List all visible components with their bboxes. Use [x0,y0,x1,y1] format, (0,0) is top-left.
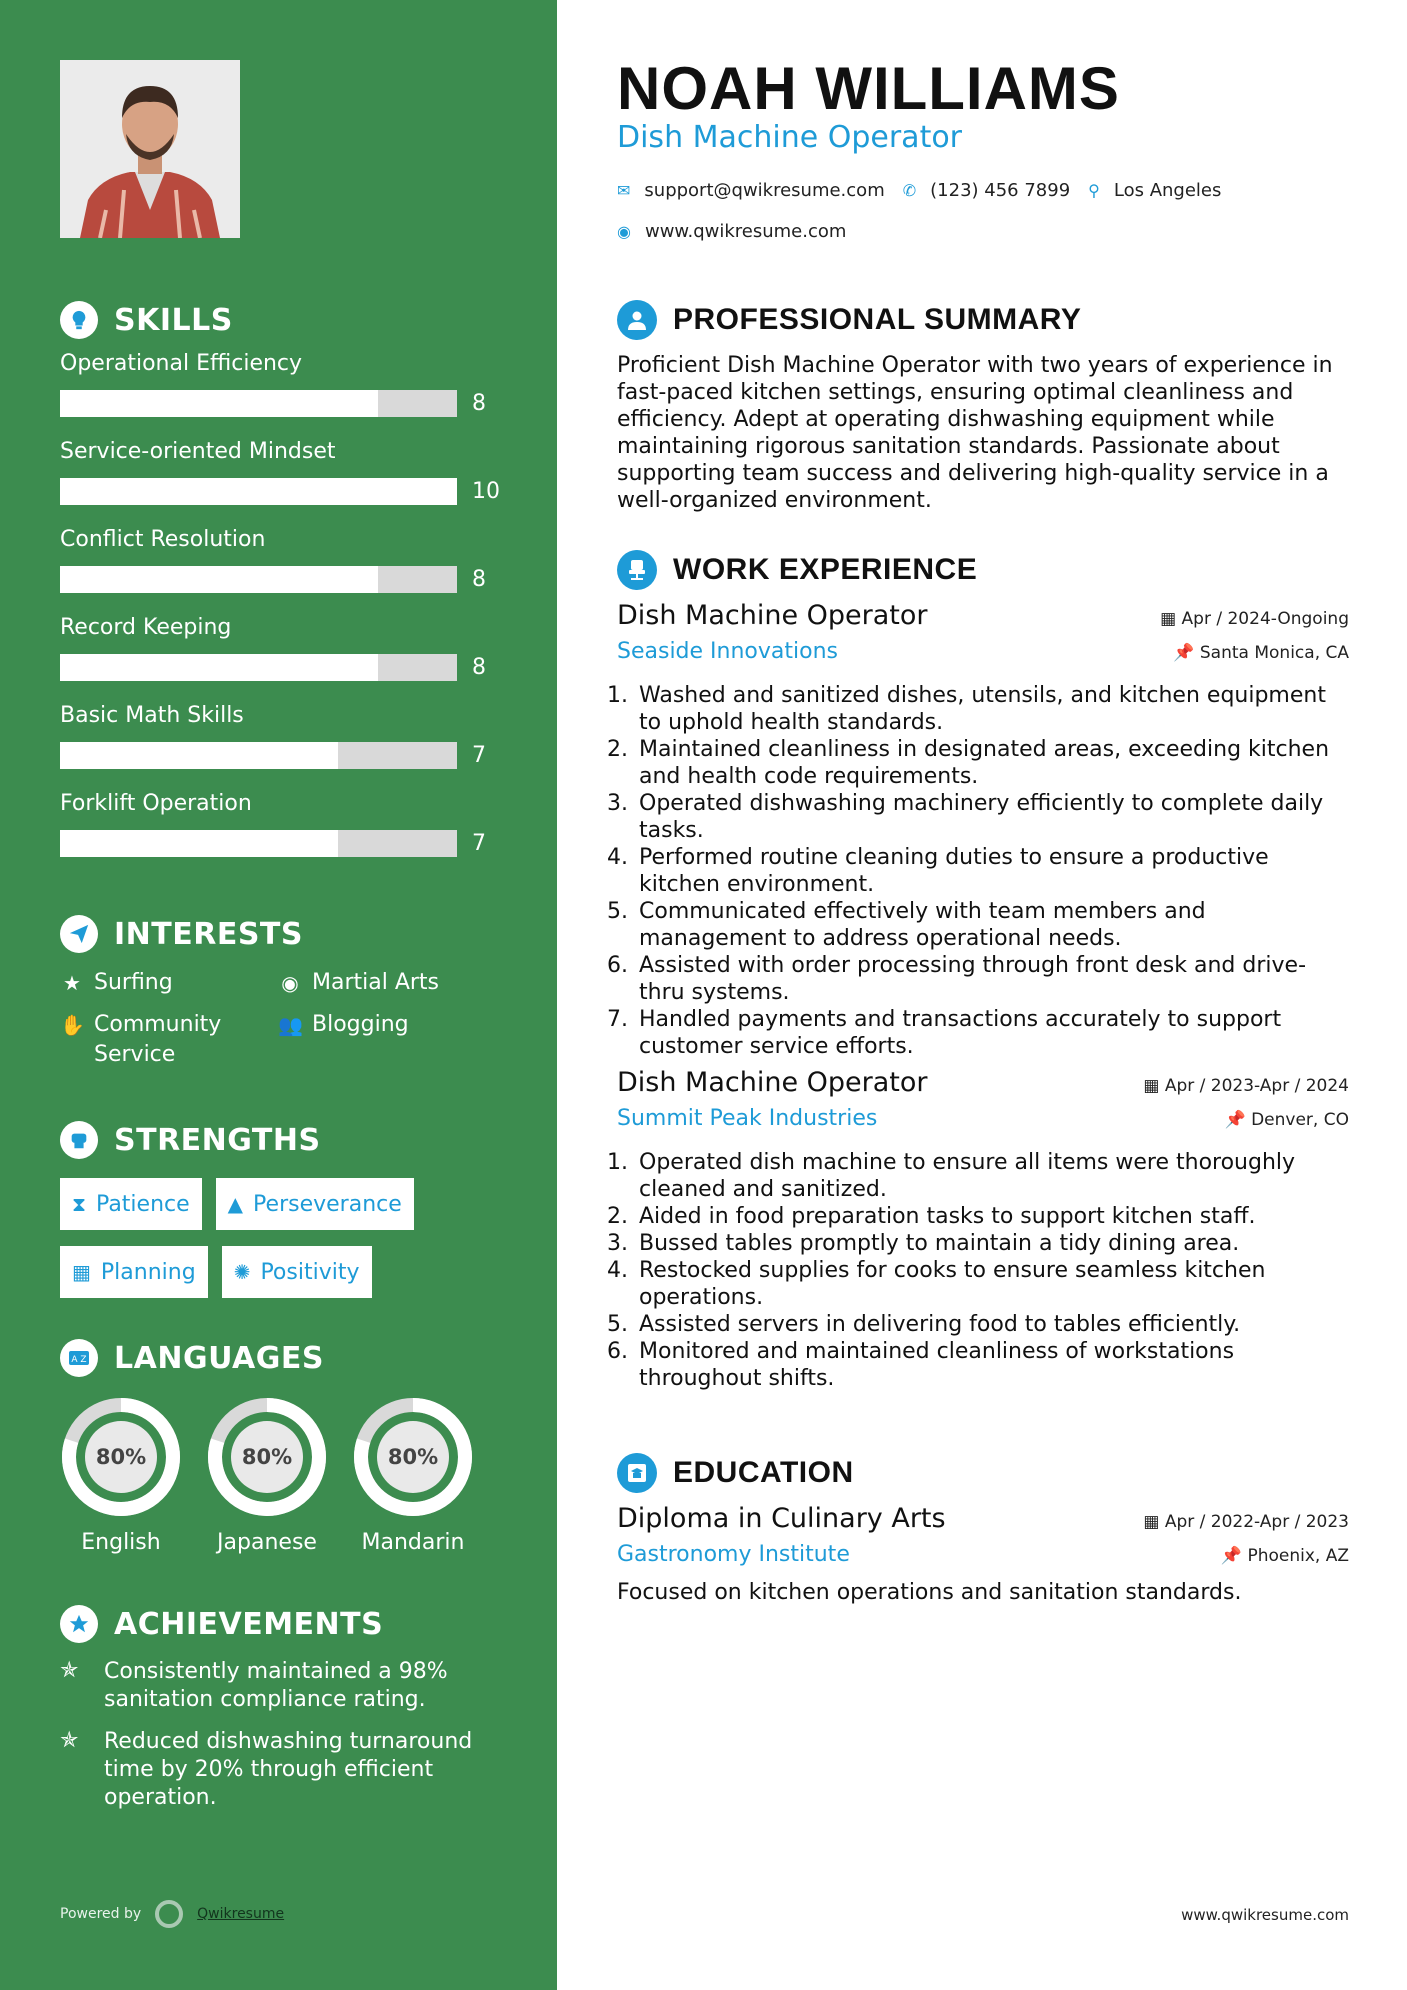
user-icon [617,300,657,340]
website-row [617,221,864,242]
map-marker-icon: ⚲ [1088,181,1100,200]
skill-bar-fill [60,390,378,417]
skill-bar [60,566,457,593]
interest-label: Martial Arts [312,970,440,995]
strength-chip [60,1178,202,1230]
person-photo-icon [60,60,240,238]
job-entry [617,600,1349,1060]
job-bullet: 5. Communicated effectively with team members and management to address operational needs. [635,898,1349,952]
job-dates-text: Apr / 2024-Ongoing [1181,609,1349,629]
contact-row [617,180,1239,201]
education-header [617,1453,854,1493]
skill-item [60,614,520,702]
calendar-icon: ▦ [1143,1512,1165,1532]
footer-url[interactable]: www.qwikresume.com [1181,1906,1349,1924]
job-location [1173,643,1349,663]
language-ring [206,1396,328,1518]
skills-header [60,300,520,340]
languages-header [60,1338,520,1378]
interests-section [60,914,520,1070]
job-header [617,1067,1349,1098]
strength-label: Positivity [260,1259,360,1285]
interests-list [60,968,520,1070]
skills-section [60,300,520,878]
languages-list [60,1396,520,1555]
skill-item [60,438,520,526]
spinner-icon: ✺ [233,1260,251,1284]
strength-chip [222,1246,372,1298]
school: Gastronomy Institute [617,1542,850,1567]
interest-label: Surfing [94,970,173,995]
strength-label: Perseverance [253,1191,402,1217]
summary-header [617,300,1081,340]
skill-name: Basic Math Skills [60,703,244,728]
summary-text: Proficient Dish Machine Operator with two years of experience in fast-paced kitchen settings, ensuring optimal cleanliness and efficiency. Adept at operating dishwashing equipment while maintaining rigorous sanitation standards. Passionate about supporting team success and delivering high-quality service in a well-organized environment. [617,353,1333,513]
job-dates [1143,1076,1349,1096]
pin-icon: 📌 [1224,1110,1252,1130]
contact-phone [903,180,1070,201]
strength-label: Planning [100,1259,196,1285]
experience-header [617,550,977,590]
experience-heading: WORK EXPERIENCE [673,553,978,586]
language-percent: 80% [95,1445,147,1469]
star-icon: ★ [63,971,81,995]
paper-plane-icon [60,915,98,953]
interest-item [60,1010,278,1070]
achievement-text: Reduced dishwashing turnaround time by 20% through efficient operation. [104,1729,473,1810]
skill-value: 7 [472,831,486,856]
job-company: Seaside Innovations [617,639,838,664]
strength-label: Patience [96,1191,190,1217]
language-name: Mandarin [361,1530,465,1555]
location-text: Los Angeles [1113,180,1222,201]
interest-item [278,968,518,998]
strength-chip [216,1178,414,1230]
education-row [617,1503,1349,1534]
skill-bar-fill [60,654,378,681]
education-heading: EDUCATION [673,1456,854,1489]
strengths-section [60,1120,520,1298]
job-bullet: 6. Monitored and maintained cleanliness of workstations throughout shifts. [635,1338,1349,1392]
skill-bar-fill [60,830,338,857]
job-location [1225,1110,1349,1130]
job-bullet: 3. Operated dishwashing machinery efficiently to complete daily tasks. [635,790,1349,844]
language-percent: 80% [241,1445,293,1469]
star-icon: ✯ [60,1658,79,1683]
globe-icon: ◉ [281,971,299,995]
language-name: English [81,1530,161,1555]
sidebar [0,0,557,1990]
skills-heading: SKILLS [114,302,233,338]
education-location [1221,1546,1349,1566]
lightbulb-icon [60,301,98,339]
achievements-section [60,1604,520,1812]
skills-list [60,350,520,878]
skill-name: Record Keeping [60,615,232,640]
interest-label: Community Service [94,1012,222,1067]
job-dates-text: Apr / 2023-Apr / 2024 [1164,1076,1349,1096]
language-item [60,1396,182,1555]
education-subrow [617,1542,1349,1567]
job-bullet: 5. Assisted servers in delivering food to tables efficiently. [635,1311,1349,1338]
skill-bar-fill [60,742,338,769]
powered-by-label: Powered by [60,1906,142,1922]
skill-value: 8 [472,391,486,416]
skill-name: Forklift Operation [60,791,252,816]
job-bullet: 7. Handled payments and transactions accurately to support customer service efforts. [635,1006,1349,1060]
calendar-icon: ▦ [1160,609,1182,629]
job-bullet: 4. Restocked supplies for cooks to ensure seamless kitchen operations. [635,1257,1349,1311]
website-text[interactable]: www.qwikresume.com [644,221,847,242]
language-percent: 80% [387,1445,439,1469]
skill-name: Service-oriented Mindset [60,439,336,464]
skill-item [60,702,520,790]
job-subheader [617,639,1349,664]
job-role: Dish Machine Operator [617,600,928,631]
job-bullet: 1. Operated dish machine to ensure all items were thoroughly cleaned and sanitized. [635,1149,1349,1203]
interest-item [60,968,278,998]
language-ring [352,1396,474,1518]
interest-label: Blogging [312,1012,409,1037]
skill-value: 10 [472,479,500,504]
office-chair-icon [617,550,657,590]
skill-value: 7 [472,743,486,768]
strengths-heading: STRENGTHS [114,1122,321,1158]
achievements-list [60,1658,520,1812]
education-dates [1143,1512,1349,1532]
language-item [206,1396,328,1555]
achievement-text: Consistently maintained a 98% sanitation compliance rating. [104,1659,448,1712]
hand-icon: ✋ [60,1013,85,1037]
star-badge-icon [60,1605,98,1643]
contact-website [617,221,846,242]
job-header [617,600,1349,631]
profile-photo [60,60,240,238]
skill-item [60,790,520,878]
achievement-item [60,1658,520,1714]
phone-icon: ✆ [902,181,917,200]
education-location-text: Phoenix, AZ [1247,1546,1349,1566]
calendar-icon: ▦ [72,1260,91,1284]
achievements-heading: ACHIEVEMENTS [114,1606,384,1642]
phone-text: (123) 456 7899 [930,180,1071,201]
skill-bar [60,742,457,769]
language-icon [60,1339,98,1377]
job-location-text: Denver, CO [1251,1110,1349,1130]
education-dates-text: Apr / 2022-Apr / 2023 [1164,1512,1349,1532]
job-dates [1160,609,1349,629]
job-location-text: Santa Monica, CA [1199,643,1349,663]
job-bullet: 2. Maintained cleanliness in designated areas, exceeding kitchen and health code requirements. [635,736,1349,790]
language-item [352,1396,474,1555]
skill-name: Operational Efficiency [60,351,303,376]
skill-value: 8 [472,655,486,680]
fist-icon [60,1121,98,1159]
candidate-title: Dish Machine Operator [617,120,963,155]
powered-by [60,1900,284,1928]
pin-icon: 📌 [1173,643,1200,663]
job-bullets [617,682,1349,1060]
road-icon: ▲ [227,1192,244,1216]
skill-bar [60,830,457,857]
calendar-icon: ▦ [1143,1076,1165,1096]
achievement-item [60,1728,520,1812]
language-ring [60,1396,182,1518]
hourglass-icon: ⧗ [72,1192,87,1216]
graduation-icon [617,1453,657,1493]
interest-item [278,1010,518,1070]
job-bullet: 4. Performed routine cleaning duties to ensure a productive kitchen environment. [635,844,1349,898]
skill-item [60,526,520,614]
skill-name: Conflict Resolution [60,527,266,552]
envelope-icon: ✉ [617,181,631,200]
job-company: Summit Peak Industries [617,1106,878,1131]
job-bullet: 3. Bussed tables promptly to maintain a tidy dining area. [635,1230,1349,1257]
contact-email [617,180,885,201]
email-text[interactable]: support@qwikresume.com [644,180,885,201]
languages-section [60,1338,520,1555]
skill-bar [60,390,457,417]
job-role: Dish Machine Operator [617,1067,928,1098]
users-icon: 👥 [278,1013,303,1037]
job-bullet: 6. Assisted with order processing through front desk and drive-thru systems. [635,952,1349,1006]
job-subheader [617,1106,1349,1131]
skill-value: 8 [472,567,486,592]
qwikresume-logo-icon [155,1900,183,1928]
job-bullet: 2. Aided in food preparation tasks to support kitchen staff. [635,1203,1349,1230]
strengths-header [60,1120,520,1160]
strength-chip [60,1246,208,1298]
contact-location [1088,180,1221,201]
skill-bar-fill [60,478,457,505]
achievements-header [60,1604,520,1644]
pin-icon: 📌 [1220,1546,1248,1566]
education-description: Focused on kitchen operations and sanitation standards. [617,1580,1242,1605]
languages-heading: LANGUAGES [114,1340,324,1376]
job-entry [617,1067,1349,1392]
star-icon: ✯ [60,1728,79,1753]
summary-heading: PROFESSIONAL SUMMARY [673,303,1082,336]
language-name: Japanese [217,1530,317,1555]
candidate-name: NOAH WILLIAMS [617,55,1120,122]
job-bullet: 1. Washed and sanitized dishes, utensils, and kitchen equipment to uphold health standards. [635,682,1349,736]
interests-heading: INTERESTS [114,916,303,952]
svg-text:A Z: A Z [71,1355,87,1365]
strengths-list [60,1178,490,1298]
skill-bar [60,478,457,505]
degree: Diploma in Culinary Arts [617,1503,946,1534]
skill-bar [60,654,457,681]
education-entry [617,1503,1349,1606]
brand-link[interactable]: Qwikresume [197,1906,285,1922]
globe-icon: ◉ [617,222,631,241]
skill-item [60,350,520,438]
skill-bar-fill [60,566,378,593]
job-bullets [617,1149,1349,1392]
interests-header [60,914,520,954]
